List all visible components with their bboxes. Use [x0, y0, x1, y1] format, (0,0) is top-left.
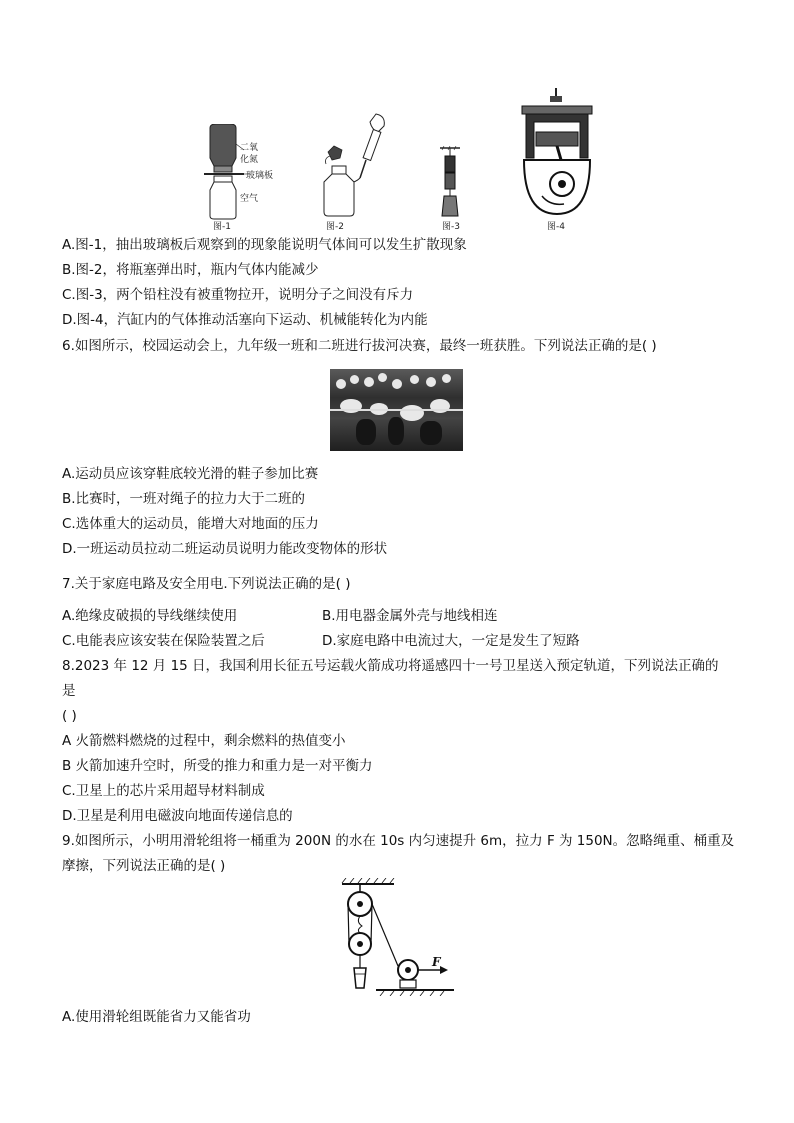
q6-option-a: A.运动员应该穿鞋底较光滑的鞋子参加比赛 [62, 466, 319, 482]
q5-option-d: D.图-4，汽缸内的气体推动活塞向下运动、机械能转化为内能 [62, 312, 428, 328]
fig1-caption: 图-1 [213, 222, 231, 232]
q6-option-b: B.比赛时，一班对绳子的拉力大于二班的 [62, 491, 306, 507]
q8-option-b: B 火箭加速升空时，所受的推力和重力是一对平衡力 [62, 758, 373, 774]
fig2-caption: 图-2 [326, 222, 344, 232]
fig3-caption: 图-3 [442, 222, 460, 232]
q8-option-c: C.卫星上的芯片采用超导材料制成 [62, 783, 265, 799]
fig1-gas-label-2: 化氮 [240, 155, 259, 165]
q7-option-d: D.家庭电路中电流过大，一定是发生了短路 [322, 633, 580, 649]
q9-stem-line1: 9.如图所示，小明用滑轮组将一桶重为 200N 的水在 10s 内匀速提升 6m，拉力 F 为 150N。忽略绳重、桶重及 [62, 833, 735, 849]
q7-stem: 7.关于家庭电路及安全用电.下列说法正确的是( ) [62, 576, 351, 592]
engine-cylinder-figure [518, 88, 596, 218]
pulley-system-figure [336, 878, 460, 996]
q7-option-c: C.电能表应该安装在保险装置之后 [62, 633, 265, 649]
q7-option-a: A.绝缘皮破损的导线继续使用 [62, 608, 238, 624]
q8-option-d: D.卫星是利用电磁波向地面传递信息的 [62, 808, 293, 824]
q6-stem: 6.如图所示，校园运动会上，九年级一班和二班进行拔河决赛，最终一班获胜。下列说法正确的是( ) [62, 338, 657, 354]
tug-of-war-photo [330, 369, 463, 451]
fig4-caption: 图-4 [547, 222, 565, 232]
q8-stem-line3: ( ) [62, 708, 77, 724]
bottle-pump-figure [316, 112, 396, 218]
q6-option-d: D.一班运动员拉动二班运动员说明力能改变物体的形状 [62, 541, 388, 557]
fig1-gas-label-1: 二氧 [240, 143, 259, 153]
q5-option-c: C.图-3，两个铅柱没有被重物拉开，说明分子之间没有斥力 [62, 287, 414, 303]
lead-cylinders-figure [436, 146, 464, 220]
fig1-air-label: 空气 [240, 194, 259, 204]
q9-stem-line2: 摩擦，下列说法正确的是( ) [62, 858, 226, 874]
q9-option-a: A.使用滑轮组既能省力又能省功 [62, 1009, 251, 1025]
q5-option-b: B.图-2，将瓶塞弹出时，瓶内气体内能减少 [62, 262, 319, 278]
q8-stem-line2: 是 [62, 683, 76, 699]
q7-option-b: B.用电器金属外壳与地线相连 [322, 608, 498, 624]
q8-option-a: A 火箭燃料燃烧的过程中，剩余燃料的热值变小 [62, 733, 346, 749]
q8-stem-line1: 8.2023 年 12 月 15 日，我国利用长征五号运载火箭成功将遥感四十一号卫星送入预定轨道，下列说法正确的 [62, 658, 719, 674]
fig1-glass-label: 玻璃板 [246, 171, 274, 181]
q5-option-a: A.图-1，抽出玻璃板后观察到的现象能说明气体间可以发生扩散现象 [62, 237, 467, 253]
q6-option-c: C.选体重大的运动员，能增大对地面的压力 [62, 516, 319, 532]
pulley-force-label: F [432, 955, 441, 969]
